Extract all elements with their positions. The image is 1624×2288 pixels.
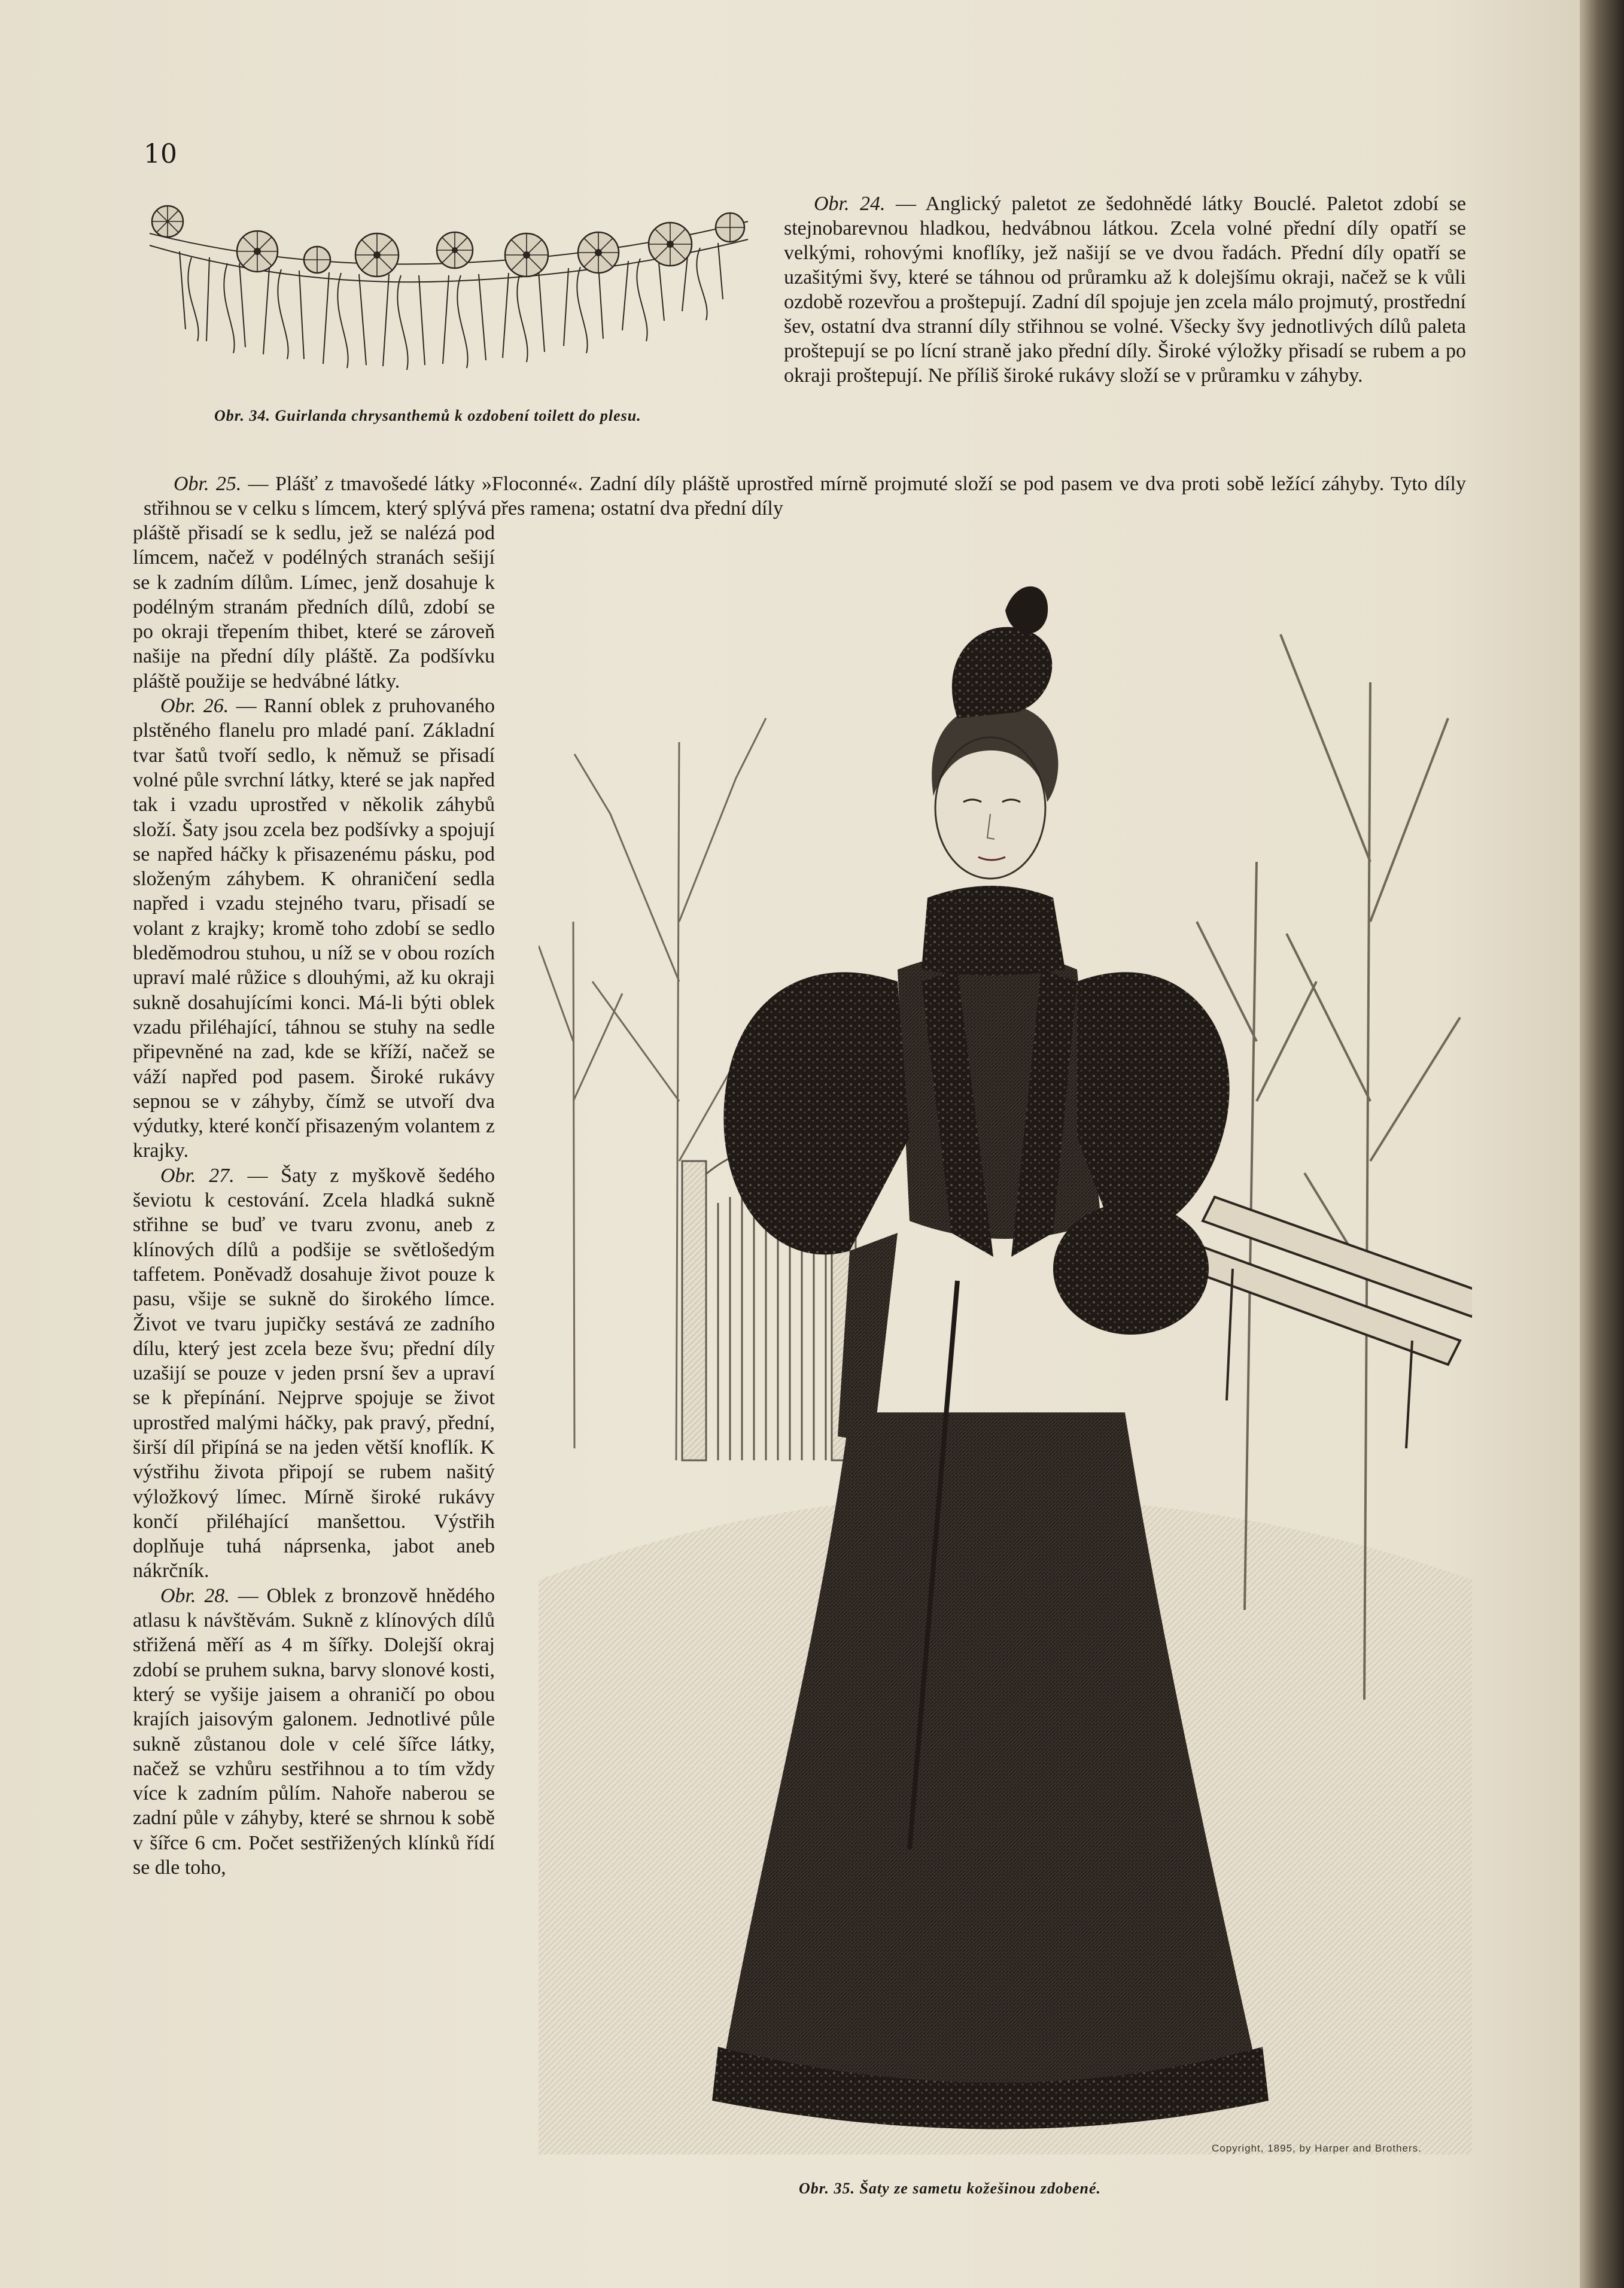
article-obr26: [133, 694, 495, 1163]
article-obr27: [133, 1163, 495, 1584]
figure-35-caption-number: Obr. 35.: [799, 2180, 855, 2197]
obr27-text: — Šaty z myškově šedého ševiotu k cestování. Zcela hladká sukně střihne se buď ve tvaru zvonu, aneb z klínových dílů a podšije se světlošedým taffetem. Poněvadž dosahuje život pouze k pasu, všije se sukně do širokého límce. Život ve tvaru jupičky sestává ze zadního dílu, který jest zcela beze švu; přední díly uzašijí se pouze v jeden prsní šev a upraví se k přepínání. Nejprve spojuje se život uprostřed malými háčky, pak pravý, přední, širší díl připíná se na jeden větší knoflík. K výstřihu života připojí se rubem našitý výložkový límec. Mírně široké rukávy končí přiléhající manšettou. Výstřih doplňuje tuhá náprsenka, jabot aneb nákrčník.: [133, 1164, 495, 1582]
obr25-text: — Plášť z tmavošedé látky »Floconné«. Zadní díly pláště uprostřed mírně projmuté složí se pod pasem ve dva proti sobě ležící záhyby. Tyto díly střihnou se v celku s límcem, který splývá přes ramena; ostatní dva přední díly: [144, 473, 1466, 519]
obr28-text: — Oblek z bronzově hnědého atlasu k návštěvám. Sukně z klínových dílů střižená měří as 4 m šířky. Dolejší okraj zdobí se pruhem sukna, barvy slonové kosti, který se vyšije jaisem a ohraničí po obou krajích jaisovým galonem. Jednotlivé půle sukně zůstanou dole v celé šířce látky, načež se vzhůru sestřihnou a to tím vždy více k zadním půlím. Nahoře naberou se zadní půle v záhyby, které se shrnou k sobě v šířce 6 cm. Počet sestřižených klínků řídí se dle toho,: [133, 1584, 495, 1879]
figure-34-caption-number: Obr. 34.: [214, 407, 270, 424]
article-obr24: [784, 192, 1466, 388]
obr26-ref: Obr. 26.: [160, 695, 229, 718]
figure-35-caption-text: Šaty ze sametu kožešinou zdobené.: [859, 2180, 1101, 2197]
obr26-text: — Ranní oblek z pruhovaného plstěného flanelu pro mladé paní. Základní tvar šatů tvoří sedlo, k němuž se přisadí volné půle svrchní látky, které se jak napřed tak i vzadu uprostřed v několik záhybů složí. Šaty jsou zcela bez podšívky a spojují se napřed háčky k přisazenému pásku, pod složeným záhybem. K ohraničení sedla napřed i vzadu stejného tvaru, přisadí se volant z krajky; kromě toho zdobí se sedlo bleděmodrou stuhou, u níž se v obou rozích upraví malé růžice s dlouhými, až ku okraji sukně dosahujícími konci. Má-li býti oblek vzadu přiléhající, táhnou se stuhy na sedle připevněné na zad, kde se kříží, načež se váží napřed pod pasem. Široké rukávy sepnou se v záhyby, čímž se utvoří dva výdutky, které končí přisazeným volantem z krajky.: [133, 695, 495, 1162]
obr25-ref: Obr. 25.: [174, 473, 242, 495]
article-obr25: [144, 472, 1466, 521]
copyright-notice: Copyright, 1895, by Harper and Brothers.: [1212, 2143, 1422, 2154]
obr27-ref: Obr. 27.: [160, 1164, 235, 1187]
obr24-ref: Obr. 24.: [814, 193, 886, 215]
figure-35-caption: [799, 2180, 1397, 2198]
figure-34-caption: [214, 407, 753, 425]
article-obr28: [133, 1584, 495, 1880]
left-column-text: [133, 521, 495, 1880]
chrysanthemum-garland-illustration: [144, 197, 754, 383]
obr28-ref: Obr. 28.: [160, 1584, 230, 1607]
binding-edge: [1580, 0, 1624, 2288]
page-number: 10: [144, 139, 177, 169]
velvet-dress-illustration: [539, 563, 1472, 2155]
obr24-text: — Anglický paletot ze šedohnědé látky Bouclé. Paletot zdobí se stejnobarevnou hladkou, hedvábnou látkou. Zcela volné přední díly opatří se velkými, rohovými knoflíky, jež našijí se ve dvou řadách. Přední díly opatří se uzašitými švy, které se táhnou od průramku až k dolejšímu okraji, načež se k vůli ozdobě rozevřou a proštepují. Zadní díl spojuje jen zcela málo projmutý, prostřední šev, ostatní dva stranní díly střihnou se volné. Všecky švy jednotlivých dílů paleta proštepují se po lícní straně jako přední díly. Široké výložky přisadí se rubem a po okraji proštepují. Ne příliš široké rukávy složí se v průramku v záhyby.: [784, 193, 1466, 387]
figure-34-caption-text: Guirlanda chrysanthemů k ozdobení toilett do plesu.: [275, 407, 641, 424]
obr25-continuation: pláště přisadí se k sedlu, jež se nalézá pod límcem, načež v podélných stranách sešijí se k zadním dílům. Límec, jenž dosahuje k podélným stranám předních dílů, zdobí se po okraji třepením thibet, které se zároveň našije na přední díly pláště. Za podšívku pláště použije se hedvábné látky.: [133, 522, 495, 692]
